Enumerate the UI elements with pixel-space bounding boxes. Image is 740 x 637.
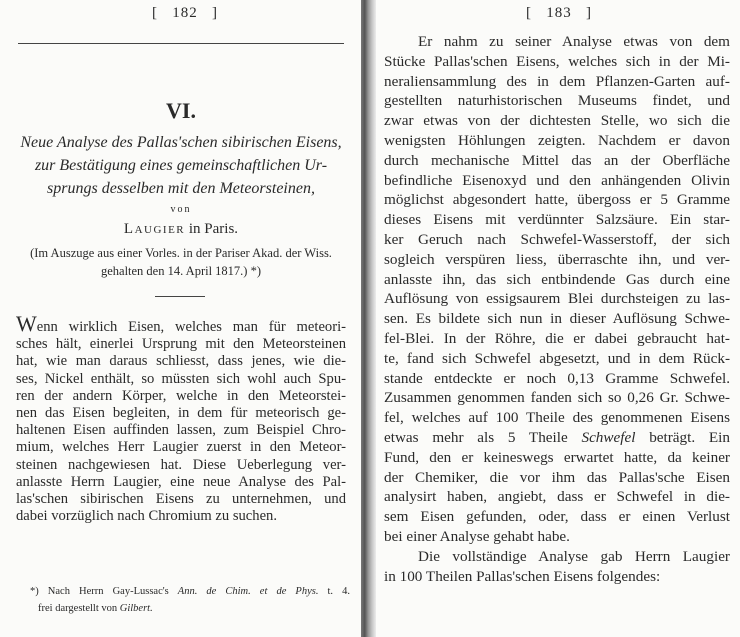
body-line: in 100 Theilen Pallas'schen Eisens folgendes: — [384, 567, 661, 585]
article-title-line: Neue Analyse des Pallas'schen sibirischen Eisens, — [20, 134, 342, 151]
left-body-text — [16, 311, 346, 525]
right-page — [376, 0, 740, 637]
body-line: haltenen Eisen auffinden lassen, zum Beispiel Chro- — [16, 422, 346, 439]
body-line: fel, welches auf 100 Theile des genommenen Eisens — [384, 409, 730, 427]
article-title-line: sprungs desselben mit den Meteorsteinen, — [47, 180, 315, 197]
body-line: bei einer Analyse gehabt habe. — [384, 527, 570, 545]
body-line: las'schen sibirischen Eisens zu unternehmen, und — [16, 491, 346, 508]
body-line: anlasste Herrn Laugier, eine neue Analyse des Pal- — [16, 473, 346, 490]
body-line: anlasste ihn, das sich entbindende Gas durch eine — [384, 270, 730, 288]
body-line: Er nahm zu seiner Analyse etwas von dem — [418, 33, 730, 50]
body-line: sem Eisen gefunden, oder, dass er einen Verlust — [384, 508, 730, 526]
body-line: befindliche Eisenoxyd und den anhängenden Olivin — [384, 171, 730, 189]
body-line: durch mechanische Mittel das an der Oberfläche — [384, 151, 730, 169]
italic-text: Schwefel — [581, 428, 636, 446]
body-line: sogleich verspüren liess, überraschte ihn, und ver- — [384, 250, 730, 268]
italic-text: Ann. de Chim. et de Phys. — [177, 586, 319, 597]
right-body-text — [384, 32, 730, 586]
author-name: Laugier — [123, 221, 186, 237]
body-line: mium, welches Herr Laugier zuerst in den Meteor- — [16, 439, 346, 456]
text-segment: beträgt. Ein — [635, 428, 730, 446]
body-line: steinen nachgewiesen hat. Diese Ueberlegung ver- — [16, 456, 346, 473]
text-segment: W — [16, 311, 37, 336]
body-line: neraliensammlung des in dem Pflanzen-Garten auf- — [384, 72, 730, 90]
body-line: analysirt haben, angiebt, dass er Schwefel in die- — [384, 488, 730, 506]
body-line: stande entdeckte er noch 0,13 Gramme Schwefel. — [384, 369, 730, 387]
article-title-line: zur Bestätigung eines gemeinschaftlichen Ur- — [34, 157, 328, 174]
source-note-line: gehalten den 14. April 1817.) *) — [100, 264, 262, 278]
body-line: fel-Blei. In der Röhre, die er dabei gebraucht hat- — [384, 329, 730, 347]
page-number: [ 182 ] — [152, 5, 218, 21]
text-segment: t. 4. — [318, 586, 350, 597]
body-line: ses, Nickel enthält, so müssten sich wohl auch Spu- — [16, 370, 346, 387]
body-line: dabei vorzüglich nach Chromium zu suchen. — [16, 508, 277, 525]
body-line: sen. Es bildete sich nun in dieser Auflösung Schwe- — [384, 310, 730, 328]
section-number: VI. — [166, 98, 196, 123]
author-place: in Paris. — [185, 221, 239, 237]
body-line: hat, wie man daraus schliesst, dass jenes, wie die- — [16, 353, 346, 370]
body-line: ren der andern Körper, welche in den Meteorstei- — [16, 387, 346, 404]
body-line: möglichst abgesondert hatte, übergoss er 5 Gramme — [384, 191, 730, 209]
body-line: Stücke Pallas'schen Eisens, welches sich in der Mi- — [384, 52, 730, 70]
text-segment: frei dargestellt von — [38, 603, 120, 614]
body-line: Auflösung von essigsaurem Blei durchsteigen zu las- — [384, 290, 730, 308]
author-line — [0, 221, 362, 238]
byline-von: von — [170, 204, 192, 215]
body-line: der Chemiker, die vor ihm das Pallas'sche Eisen — [384, 468, 730, 486]
body-line: gestellten naturhistorischen Museums findet, und — [384, 92, 730, 110]
body-line: Die vollständige Analyse gab Herrn Laugier — [418, 547, 730, 565]
source-note-line: (Im Auszuge aus einer Vorles. in der Pariser Akad. der Wiss. — [30, 246, 332, 260]
text-segment: enn wirklich Eisen, welches man für meteori- — [36, 319, 346, 335]
italic-text: Gilbert. — [119, 603, 153, 614]
body-line: te, fand sich Schwefel abgesetzt, und in dem Rück- — [384, 349, 730, 367]
body-line — [384, 428, 730, 448]
body-line: nen das Eisen begleiten, in dem für meteorisch ge- — [16, 405, 346, 422]
footnote-line — [30, 600, 350, 617]
body-line: Zusammen genommen fanden sich so 0,26 Gr. Schwe- — [384, 389, 730, 407]
body-line — [16, 311, 346, 336]
body-line: sches hält, einerlei Ursprung mit den Meteorsteinen — [16, 336, 346, 353]
page-number: [ 183 ] — [526, 5, 592, 21]
body-line: wenigsten Höhlungen zeigten. Nachdem er davon — [384, 131, 730, 149]
left-page — [0, 0, 362, 637]
footnote-line — [30, 583, 350, 600]
body-line: ker Geruch nach Schwefel-Wasserstoff, der sich — [384, 230, 730, 248]
body-line: zwar etwas von der dichtesten Stelle, wo sich die — [384, 112, 730, 130]
body-line: Fund, den er keineswegs erwartet hatte, da keiner — [384, 448, 730, 466]
header-rule — [18, 43, 344, 44]
text-segment: etwas mehr als 5 Theile — [384, 428, 582, 446]
book-gutter — [361, 0, 376, 637]
text-segment: *) Nach Herrn Gay-Lussac's — [30, 586, 178, 597]
footnote — [30, 583, 350, 617]
section-divider — [155, 296, 205, 297]
body-line: dieses Eisens mit verdünnter Salzsäure. Ein star- — [384, 211, 730, 229]
